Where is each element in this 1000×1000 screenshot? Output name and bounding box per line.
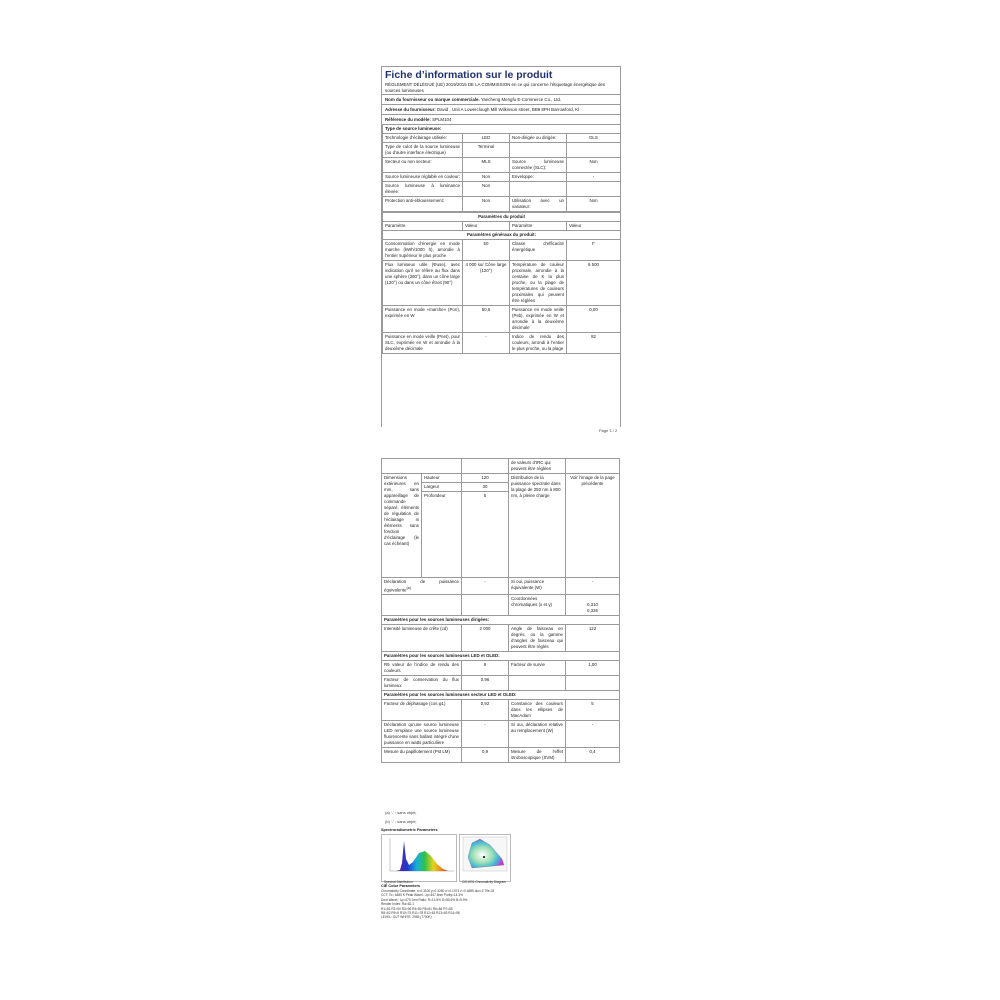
chromaticity-y: 0,326 [587,608,598,614]
param-label [510,182,567,197]
param-value: MLS [463,158,510,173]
report-line: LEVEL: OUT WHITE: 2965 (7700K) [381,915,432,920]
type-row [383,197,621,212]
header-valeur-1: Valeur [463,222,510,231]
directed-section-row [382,616,620,625]
mains-section-heading: Paramètres pour les sources lumineuses secteur LED et OLED: [382,691,620,700]
param-value: Non [463,197,510,212]
param-label: Déclaration qu’une source lumineuse LED remplace une source lumineuse fluorescente sans ballast intégré d’une puissance en watts particulière [382,721,462,748]
param-value: F [567,240,621,261]
param-value: 4 000 sur Cône large (120°) [463,261,510,306]
cie-diagram [460,835,510,875]
param-label: Angle de faisceau en degrés, ou la gamme d’angles de faisceau qui peuvent être réglés [509,625,566,652]
regulation-text: RÈGLEMENT DÉLÉGUÉ (UE) 2019/2015 DE LA COMMISSION en ce qui concerne l’étiquetage énergétique des sources lumineuses [385,82,606,93]
datasheet-page-2 [381,458,619,763]
param-label: Type de culot de la source lumineuse (ou d’autre interface électrique) [383,143,463,158]
dimension-name: Largeur [422,483,462,492]
param-label [510,143,567,158]
cie-parameters-lines [381,889,531,920]
spd-chart [382,835,456,875]
chromaticity-empty-2 [462,595,509,616]
param-value: Terminal [463,143,510,158]
type-row [383,158,621,173]
param-value: Non [463,173,510,182]
type-row [383,143,621,158]
equivalent-yes-label: Si oui, puissance équivalente (W) [509,578,566,595]
general-row [383,306,621,333]
dimension-value: 120 [462,474,509,483]
footnote-a: (a) '-' : sans objet; [385,810,417,815]
param-value: 0,4 [566,748,620,763]
param-label: Source lumineuse connectée (SLC): [510,158,567,173]
general-row [383,240,621,261]
mains-row [382,700,620,721]
general-row [383,333,621,354]
param-value: 2 000 [462,625,509,652]
report-line: CCT: Tc= 6485 K Peak Wavel.: λp=447.8nm Purity=14.3% [381,893,463,898]
supplier-name-value: Yancheng Mengfu E-Commerce Co., Ltd. [480,97,562,102]
report-line: Render Index: Ra=82.1 [381,902,415,907]
params-table-body [383,213,621,354]
directed-section-heading: Paramètres pour les sources lumineuses dirigées: [382,616,620,625]
model-value: SPLM104 [432,117,452,122]
param-value: Non [567,158,621,173]
chromaticity-row [382,595,620,616]
param-value: - [566,721,620,748]
spd-value: Voir l’image de la page précédente [566,474,620,578]
mains-section-row [382,691,620,700]
type-table [382,124,621,212]
type-table-body [383,125,621,212]
param-value: 0,9 [462,748,509,763]
param-label: Non-dirigée ou dirigée: [510,134,567,143]
header-valeur-2: Valeur [567,222,621,231]
datasheet-page-1 [381,66,621,427]
led-row [382,661,620,676]
directed-row [382,625,620,652]
param-label: Température de couleur proximale, arrondie à la centaine de K la plus proche, ou la plage de températures de couleurs proximales qui peuvent être réglées [510,261,567,306]
model-row [382,114,620,124]
header-parametre-2: Paramètre [510,222,567,231]
supplier-address-row [382,104,620,114]
param-value: 5 [566,700,620,721]
led-section-heading: Paramètres pour les sources lumineuses LED et OLED: [382,652,620,661]
chromaticity-label: Coordonnées chromatiques (x et y) [509,595,566,616]
mains-row [382,721,620,748]
param-label: Source lumineuse à luminance élevée: [383,182,463,197]
equivalent-power-row [382,578,620,595]
footnote-b: (b) '-' : sans objet; [385,819,417,824]
equivalent-yes-value: - [566,578,620,595]
dimension-value: 30 [462,483,509,492]
param-label: Puissance en mode «marche» (Pon), exprimée en W [383,306,463,333]
cie-parameters-title: CIE Color Parameters [381,884,421,888]
page-title: Fiche d’information sur le produit [385,69,553,81]
param-label: Si oui, déclaration relative au remplacement (W) [509,721,566,748]
param-value: Non [463,182,510,197]
param-value: 122 [566,625,620,652]
equivalent-power-value: - [462,578,509,595]
general-row [383,261,621,306]
param-label: Puissance en mode veille (Pnet), pour SLC, exprimée en W et arrondie à la deuxième décimale [383,333,463,354]
dimension-row-height [382,474,620,483]
cie-caption: CIE1931 Chromaticity Diagram [462,880,506,884]
supplier-address-label: Adresse du fournisseur: [385,107,436,112]
dimensions-label: Dimensions extérieures en mm, sans appareillage de commande séparé, éléments de régulation de l’éclairage ni éléments sans fonction d’éclairage (le cas échéant) [382,474,422,578]
param-label: Technologie d’éclairage utilisée: [383,134,463,143]
param-label: Constance des couleurs dans les ellipses de MacAdam [509,700,566,721]
param-value [567,143,621,158]
dimension-name: Profondeur [422,492,462,578]
dimension-value: 5 [462,492,509,578]
report-line: Chromaticity Coordinate: x=0.3100 y=0.3260 u'=0.1974 v'=0.4685 duv=2.79e-03 [381,889,495,893]
supplier-name-row [382,94,620,104]
type-row [383,173,621,182]
param-label: Mesure du papillotement (Pst LM) [382,748,462,763]
dimension-name: Hauteur [422,474,462,483]
param-label: Facteur de survie [509,661,566,676]
param-value: 1,00 [566,661,620,676]
params-title-row [383,213,621,222]
continuation-text: de valeurs d’IRC qui peuvent être réglées [509,459,566,474]
param-value [566,676,620,691]
chromaticity-values [566,595,620,616]
param-value: 0,00 [567,306,621,333]
param-value: 82 [567,333,621,354]
general-section-heading: Paramètres généraux du produit: [383,231,621,240]
supplier-address-value: David , Unit A Lowerclough Mill Wilkinson street, BB9 8PH Barrowford, Kl [436,107,580,112]
params-table [382,212,621,354]
param-label: Enveloppe: [510,173,567,182]
page2-table [381,458,620,763]
param-label [509,676,566,691]
spd-label: Distribution de la puissance spectrale dans la plage de 250 nm à 800 nm, à pleine charge [509,474,566,578]
header-parametre-1: Paramètre [383,222,463,231]
report-line: R8=62 R9=9 R10=75 R11=78 R12=63 R13=83 R14=98 [381,911,460,916]
chromaticity-empty-1 [382,595,462,616]
param-value [567,182,621,197]
continuation-empty-3 [566,459,620,474]
param-label: Utilisation avec un variateur: [510,197,567,212]
param-label: R9 valeur de l’indice de rendu des couleurs [382,661,462,676]
continuation-empty-2 [462,459,509,474]
param-label: Protection anti-éblouissement: [383,197,463,212]
type-section-heading: Type de source lumineuse: [383,125,621,134]
param-label: Secteur ou non secteur: [383,158,463,173]
param-label: Source lumineuse réglable en couleur: [383,173,463,182]
report-title: Spectroradiometric Parameters [381,828,438,832]
param-label: Consommation d’énergie en mode marche (kWh/1000 h), arrondie à l’entier supérieur le plus proche [383,240,463,261]
general-section-row [383,231,621,240]
param-value: Non [567,197,621,212]
cie-point [483,856,485,858]
supplier-name-label: Nom du fournisseur ou marque commerciale. [385,97,480,102]
type-row [383,134,621,143]
param-value: - [567,173,621,182]
param-value: 9 [462,661,509,676]
param-label: Facteur de déphasage (cos φ1) [382,700,462,721]
spectroradiometric-report [381,828,531,926]
model-label: Référence du modèle: [385,117,431,122]
chromaticity-x: 0,310 [587,602,598,608]
led-row [382,676,620,691]
type-section-row [383,125,621,134]
param-label: Puissance en mode veille (Psb), exprimée en W et arrondie à la deuxième décimale [510,306,567,333]
param-value: 0,96 [462,676,509,691]
continuation-empty-1 [382,459,462,474]
param-value: LED [463,134,510,143]
equivalent-power-label: Déclaration de puissance équivalente$^{(a)}$ [382,578,462,595]
footnotes [385,808,417,826]
params-header-row [383,222,621,231]
report-line: Dom Wavel.: λp=479.1nm Ratio: R=13.5% G=80.6% B=5.9% [381,897,468,902]
spd-caption: Spectral Distribution [384,880,413,884]
param-label: Intensité lumineuse de crête (cd) [382,625,462,652]
param-value: 6 500 [567,261,621,306]
param-label: Flux lumineux utile (Φuse), avec indication qu’il se réfère au flux dans une sphère (360°), dans un cône large (120°) ou dans un cône étroit (90°) [383,261,463,306]
param-value: 0,92 [462,700,509,721]
param-value: DLS [567,134,621,143]
param-label: Mesure de l’effet stroboscopique (SVM) [509,748,566,763]
params-title: Paramètres du produit [383,213,621,222]
param-value: - [462,721,509,748]
param-label: Indice de rendu des couleurs, arrondi à l’entier le plus proche, ou la plage [510,333,567,354]
param-label: Classe d’efficacité énergétique [510,240,567,261]
led-section-row [382,652,620,661]
report-line: R1=81 R2=90 R3=96 R4=80 R5=81 R6=84 R7=85 [381,906,453,911]
cie-panel [459,834,511,882]
continuation-row [382,459,620,474]
spd-panel [381,834,457,882]
param-value: 50,6 [463,306,510,333]
mains-row [382,748,620,763]
param-value: - [463,333,510,354]
param-label: Facteur de conservation du flux lumineux [382,676,462,691]
page-number: Page 1 / 2 [599,428,618,433]
type-row [383,182,621,197]
param-value: 50 [463,240,510,261]
page2-table-body [382,459,620,763]
spd-curve [396,841,448,871]
